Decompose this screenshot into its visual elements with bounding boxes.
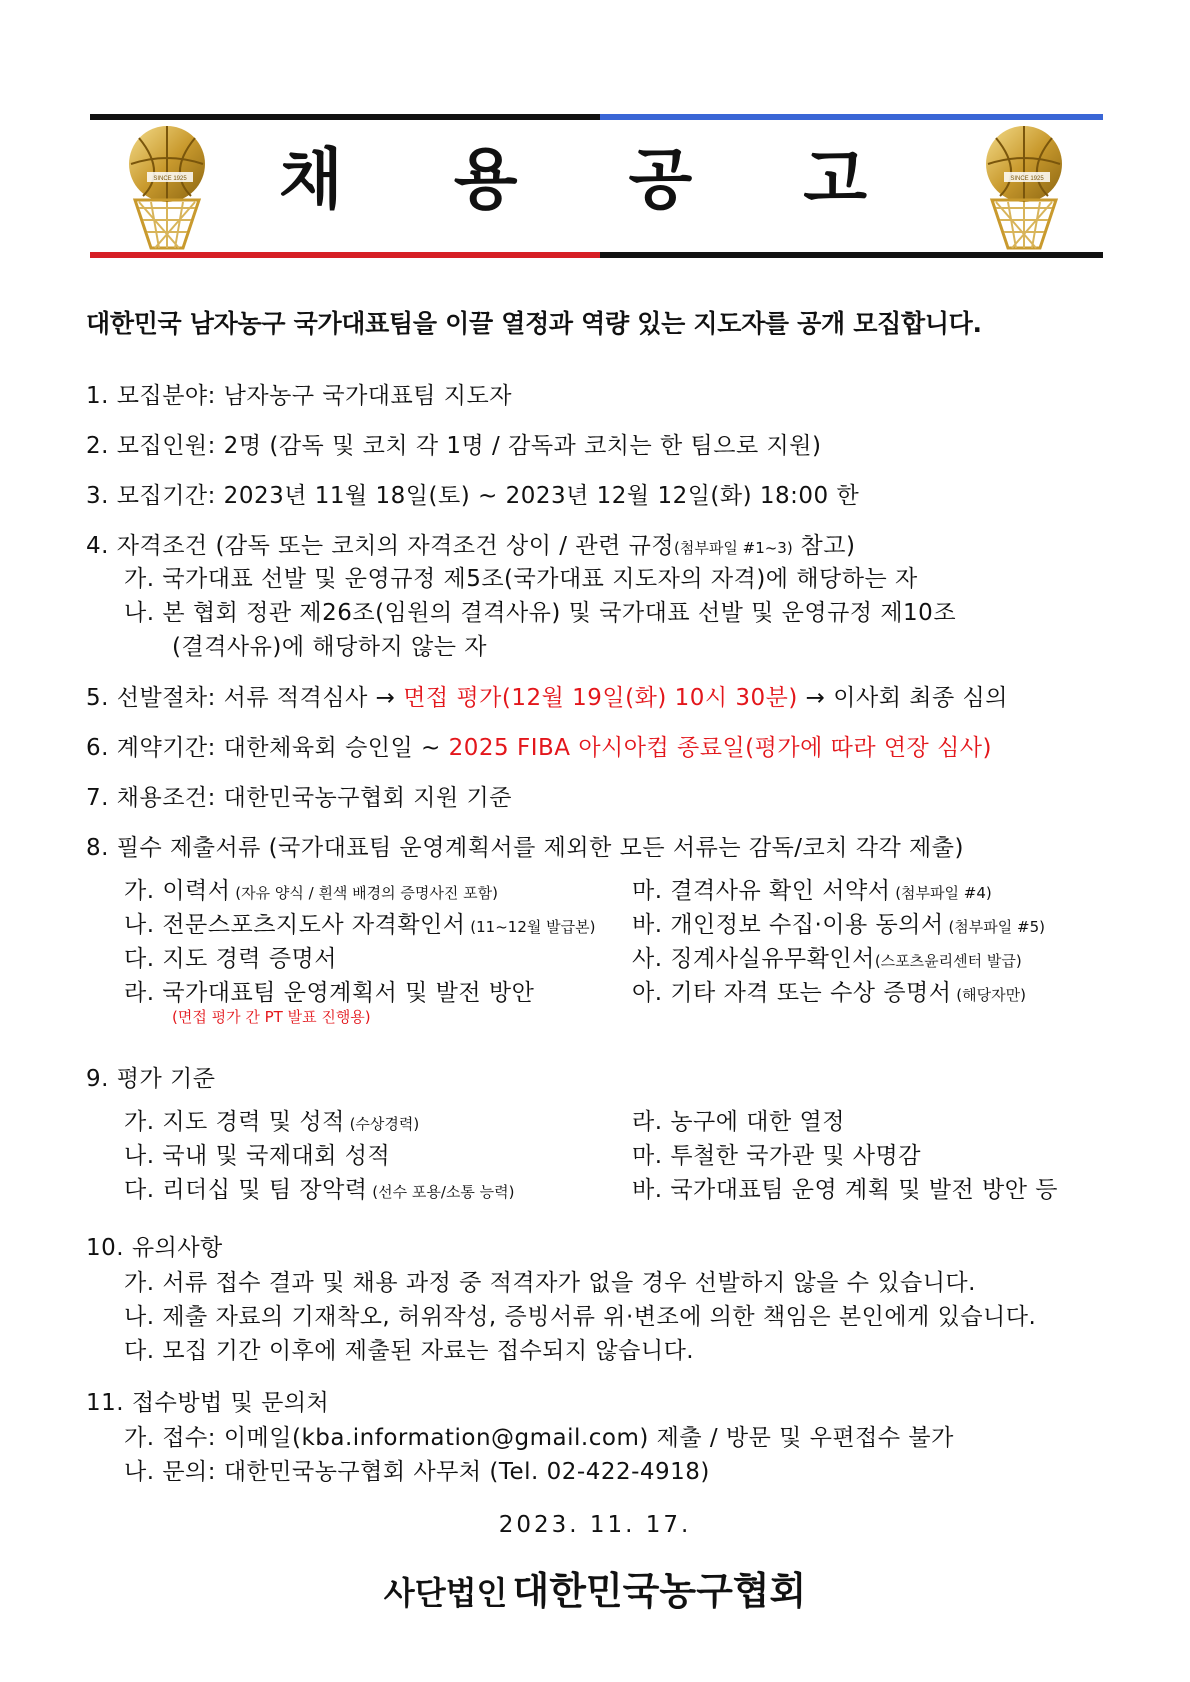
item-6-a: 6. 계약기간: 대한체육회 승인일 ~: [86, 735, 449, 761]
item-9-ma: 마. 투철한 국가관 및 사명감: [632, 1143, 921, 1169]
item-3: 3. 모집기간: 2023년 11월 18일(토) ~ 2023년 12월 12일(화) 18:00 한: [86, 483, 860, 509]
item-4-ga: 가. 국가대표 선발 및 운영규정 제5조(국가대표 지도자의 자격)에 해당하는 자: [124, 566, 918, 592]
item-9-ra: 라. 농구에 대한 열정: [632, 1109, 845, 1135]
item-8-ra: 라. 국가대표팀 운영계획서 및 발전 방안: [124, 980, 535, 1006]
item-9-da-label: 다. 리더십 및 팀 장악력: [124, 1177, 368, 1203]
logo-text-left: SINCE 1925: [153, 176, 187, 182]
item-8: 8. 필수 제출서류 (국가대표팀 운영계획서를 제외한 모든 서류는 감독/코치 각각 제출): [86, 835, 964, 861]
intro-text: 대한민국 남자농구 국가대표팀을 이끌 열정과 역량 있는 지도자를 공개 모집합니다.: [86, 309, 982, 338]
org-prefix: 사단법인: [383, 1574, 508, 1612]
item-5-b: → 이사회 최종 심의: [797, 685, 1008, 711]
item-9-da-small: (선수 포용/소통 능력): [367, 1183, 515, 1201]
item-9-na: 나. 국내 및 국제대회 성적: [124, 1143, 391, 1169]
bottom-bar-red: [90, 252, 600, 258]
item-8-ra-note: (면접 평가 간 PT 발표 진행용): [172, 1008, 371, 1026]
item-8-ma: [632, 872, 992, 905]
item-10-na: 나. 제출 자료의 기재착오, 허위작성, 증빙서류 위·변조에 의한 책임은 본인에게 있습니다.: [124, 1304, 1037, 1330]
item-10-ga: 가. 서류 접수 결과 및 채용 과정 중 적격자가 없을 경우 선발하지 않을 수 있습니다.: [124, 1270, 976, 1296]
item-5-a: 5. 선발절차: 서류 적격심사 →: [86, 685, 404, 711]
item-1: 1. 모집분야: 남자농구 국가대표팀 지도자: [86, 383, 512, 409]
item-8-sa: [632, 940, 1022, 973]
item-4-na-line1: 나. 본 협회 정관 제26조(임원의 결격사유) 및 국가대표 선발 및 운영규정 제10조: [124, 600, 957, 626]
org-name: 대한민국농구협회: [512, 1569, 807, 1613]
item-4: [86, 527, 855, 560]
item-8-sa-label: 사. 징계사실유무확인서: [632, 946, 875, 972]
item-8-sa-small: (스포츠윤리센터 발급): [874, 952, 1022, 970]
item-9-ga-small: (수상경력): [344, 1115, 420, 1133]
item-4-main: 4. 자격조건 (감독 또는 코치의 자격조건 상이 / 관련 규정: [86, 533, 675, 559]
page-title: 채 용 공 고: [279, 141, 911, 218]
footer-date: 2023. 11. 17.: [498, 1512, 692, 1538]
item-11: 11. 접수방법 및 문의처: [86, 1390, 330, 1416]
item-8-ma-label: 마. 결격사유 확인 서약서: [632, 878, 891, 904]
item-6-red: 2025 FIBA 아시아컵 종료일(평가에 따라 연장 심사): [448, 735, 992, 761]
bottom-bar-black: [600, 252, 1103, 258]
item-8-ah-label: 아. 기타 자격 또는 수상 증명서: [632, 980, 952, 1006]
footer-signature: [0, 1560, 1190, 1615]
item-6: [86, 729, 992, 762]
item-8-na-small: (11~12월 발급본): [465, 918, 596, 936]
item-8-ga: [124, 872, 498, 905]
item-4-end: 참고): [792, 533, 856, 559]
item-11-ga: 가. 접수: 이메일(kba.information@gmail.com) 제출 / 방문 및 우편접수 불가: [124, 1425, 954, 1451]
item-8-ba-small: (첨부파일 #5): [943, 918, 1045, 936]
item-8-ba: [632, 906, 1045, 939]
item-10-da: 다. 모집 기간 이후에 제출된 자료는 접수되지 않습니다.: [124, 1338, 695, 1364]
item-4-small: (첨부파일 #1~3): [674, 539, 793, 557]
item-9-ba: 바. 국가대표팀 운영 계획 및 발전 방안 등: [632, 1177, 1058, 1203]
top-bar-black: [90, 114, 600, 120]
item-8-ga-small: (자유 양식 / 흰색 배경의 증명사진 포함): [230, 884, 498, 902]
item-8-da: 다. 지도 경력 증명서: [124, 946, 337, 972]
item-8-na: [124, 906, 595, 939]
item-8-ah-small: (해당자만): [951, 986, 1026, 1004]
logo-text-right: SINCE 1925: [1010, 176, 1044, 182]
item-9-ga-label: 가. 지도 경력 및 성적: [124, 1109, 345, 1135]
item-4-na-line2: (결격사유)에 해당하지 않는 자: [172, 634, 487, 660]
item-8-ga-label: 가. 이력서: [124, 878, 231, 904]
item-11-na: 나. 문의: 대한민국농구협회 사무처 (Tel. 02-422-4918): [124, 1459, 710, 1485]
item-2: 2. 모집인원: 2명 (감독 및 코치 각 1명 / 감독과 코치는 한 팀으로 지원): [86, 433, 822, 459]
item-8-na-label: 나. 전문스포츠지도사 자격확인서: [124, 912, 466, 938]
item-5: [86, 679, 1008, 712]
item-5-red: 면접 평가(12월 19일(화) 10시 30분): [403, 685, 798, 711]
item-9-ga: [124, 1103, 419, 1136]
item-7: 7. 채용조건: 대한민국농구협회 지원 기준: [86, 785, 512, 811]
item-10: 10. 유의사항: [86, 1235, 223, 1261]
item-9-da: [124, 1171, 515, 1204]
item-9: 9. 평가 기준: [86, 1066, 216, 1092]
top-bar-blue: [600, 114, 1103, 120]
item-8-ah: [632, 974, 1026, 1007]
item-8-ma-small: (첨부파일 #4): [890, 884, 992, 902]
item-8-ba-label: 바. 개인정보 수집·이용 동의서: [632, 912, 944, 938]
